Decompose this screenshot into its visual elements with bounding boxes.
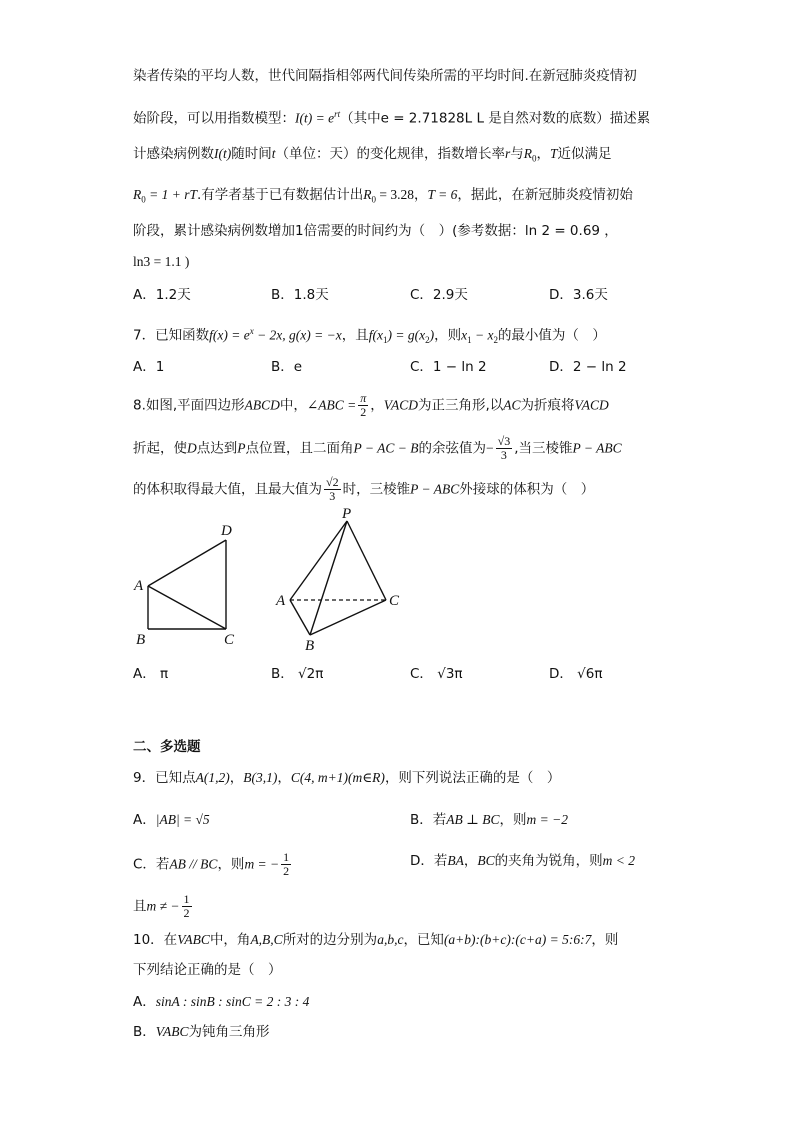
section-title-multiple-choice: 二、多选题 — [133, 739, 201, 755]
q7-option-b: B．e — [271, 359, 303, 375]
edge-ac — [148, 586, 226, 629]
q6-option-a: A．1.2天 — [133, 287, 191, 303]
q6-line-5: 阶段，累计感染病例数增加1倍需要的时间约为（ ）(参考数据：ln 2 = 0.69 ， — [133, 223, 618, 239]
q10-option-b: B．VABC为钝角三角形 — [133, 1024, 270, 1040]
label-a: A — [134, 578, 144, 594]
q6-option-d: D．3.6天 — [549, 287, 608, 303]
figure-tetrahedron-pabc — [272, 504, 412, 654]
edge-pb — [310, 521, 347, 635]
label-b: B — [305, 638, 315, 654]
figure-quadrilateral-abcd — [128, 518, 248, 650]
edge-ad — [148, 540, 226, 586]
q10-option-a: A．sinA : sinB : sinC = 2 : 3 : 4 — [133, 994, 310, 1010]
edge-ab — [290, 600, 310, 635]
edge-pc — [347, 521, 386, 600]
edge-pa — [290, 521, 347, 600]
q9-option-a: A．|AB| = √5 — [133, 812, 210, 828]
q6-option-c: C．2.9天 — [410, 287, 468, 303]
q8-option-d: D． √6π — [549, 666, 603, 682]
q6-line-2: 始阶段，可以用指数模型：$I(t) = e^{rt}$（其中e = 2.71828L L 是自然对数的底数）描述累 — [133, 109, 651, 127]
q8-option-c: C． √3π — [410, 666, 463, 682]
q9-stem: 9．已知点A(1,2)，B(3,1)，C(4, m+1)(m∈R)，则下列说法正确的是（ ） — [133, 770, 561, 786]
label-c: C — [224, 632, 235, 648]
q6-line-3: 计感染病例数I(t)随时间t（单位：天）的变化规律，指数增长率r与$R_0$，T近似满足 — [133, 146, 612, 164]
label-p: P — [342, 506, 352, 522]
q7-stem: 7．已知函数$f(x) = e^x - 2x$, g(x) = −x，且$f(x_1) = g(x_2)$，则$x_1 - x_2$的最小值为（ ） — [133, 326, 606, 346]
edge-bc — [310, 600, 386, 635]
q7-option-d: D．2 − ln 2 — [549, 359, 627, 375]
q9-option-d-continuation: 且m ≠ − $\frac{1}{2}$ — [133, 892, 190, 920]
label-d: D — [221, 523, 232, 539]
q9-option-c: C．若AB // BC，则m = − $\frac{1}{2}$ — [133, 850, 290, 878]
q10-line-1: 10．在VABC中，角A,B,C所对的边分别为a,b,c，已知(a+b):(b+c):(c+a) = 5:6:7，则 — [133, 932, 619, 948]
q8-line-3: 的体积取得最大值，且最大值为 $\frac{√2}{3}$ 时，三棱锥P − ABC外接球的体积为（ ） — [133, 475, 595, 503]
q9-option-b: B．若AB ⊥ BC，则m = −2 — [410, 812, 568, 828]
label-c: C — [389, 593, 400, 609]
q7-option-a: A．1 — [133, 359, 165, 375]
q8-option-a: A． π — [133, 666, 169, 682]
label-b: B — [136, 632, 146, 648]
q6-option-b: B．1.8天 — [271, 287, 329, 303]
q10-line-2: 下列结论正确的是（ ） — [133, 962, 282, 978]
q6-line-4: $R_0 = 1$ + rT.有学者基于已有数据估计出$R_0 = 3.28$，T = 6，据此，在新冠肺炎疫情初始 — [133, 187, 633, 205]
q6-line-1: 染者传染的平均人数，世代间隔指相邻两代间传染所需的平均时间.在新冠肺炎疫情初 — [133, 68, 637, 84]
q8-option-b: B． √2π — [271, 666, 324, 682]
label-a: A — [276, 593, 286, 609]
q9-option-d: D．若BA，BC的夹角为锐角，则m < 2 — [410, 853, 636, 869]
q8-line-2: 折起，使D点达到P点位置，且二面角P − AC − B的余弦值为− $\frac{√3}{3}$ ,当三棱锥P − ABC — [133, 434, 622, 462]
q6-line-6: ln3 = 1.1 ) — [133, 254, 190, 269]
q8-line-1: 8.如图,平面四边形ABCD中，∠ABC = $\frac{\pi}{2}$ ，VACD为正三角形,以AC为折痕将VACD — [133, 391, 609, 419]
q7-option-c: C．1 − ln 2 — [410, 359, 487, 375]
